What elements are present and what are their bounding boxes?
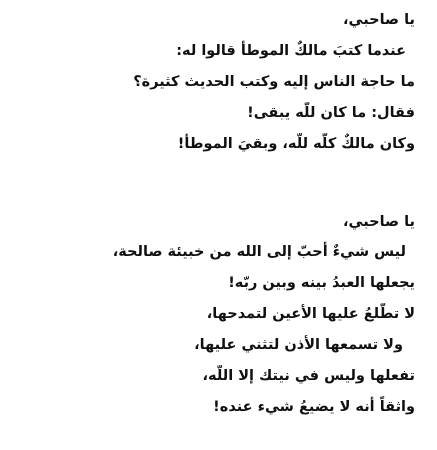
text-line: واثقاً أنه لا يضيعُ شيء عنده!: [213, 399, 415, 415]
text-line: عندما كتبَ مالكٌ الموطأ قالوا له:: [176, 43, 406, 59]
text-line: لا تطّلعُ عليها الأعين لتمدحها،: [206, 306, 415, 322]
text-line: يا صاحبي،: [343, 214, 415, 230]
text-line: وكان مالكٌ كلّه للّه، وبقيَ الموطأ!: [177, 136, 415, 152]
text-line: ولا تسمعها الأذن لتثني عليها،: [194, 337, 403, 353]
text-line: تفعلها وليس في نيتك إلا اللّه،: [202, 368, 415, 384]
text-line: فقال: ما كان للّه يبقى!: [247, 105, 415, 121]
text-line: يا صاحبي،: [343, 12, 415, 28]
text-line: ما حاجة الناس إليه وكتب الحديث كثيرة؟: [133, 74, 415, 90]
text-line: ليس شيءٌ أحبّ إلى الله من خبيئة صالحة،: [112, 244, 406, 260]
text-line: يجعلها العبدُ بينه وبين ربّه!: [228, 275, 415, 291]
